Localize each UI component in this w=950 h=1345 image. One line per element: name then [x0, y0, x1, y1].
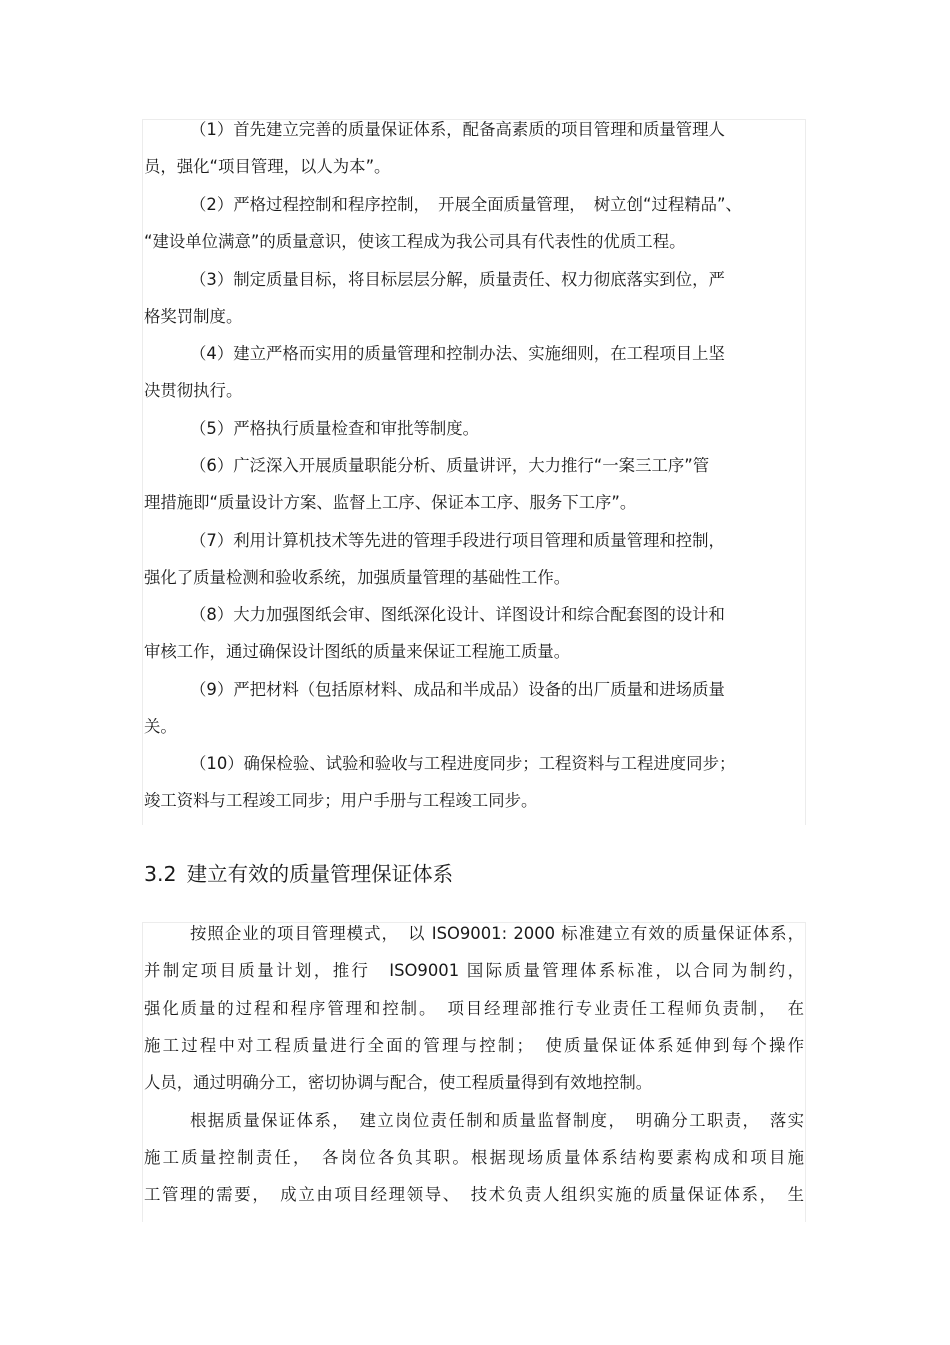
paragraph-2-line-3: 工管理的需要， 成立由项目经理领导、 技术负责人组织实施的质量保证体系， 生 [144, 1185, 804, 1204]
measure-1-line-2: 员，强化“项目管理，以人为本”。 [144, 157, 391, 176]
measure-3-line-2: 格奖罚制度。 [144, 307, 243, 326]
section-number: 3.2 [144, 862, 177, 886]
measure-2-line-1: （2）严格过程控制和程序控制， 开展全面质量管理， 树立创“过程精品”、 [190, 195, 742, 214]
measure-6-line-1: （6）广泛深入开展质量职能分析、质量讲评，大力推行“一案三工序”管 [190, 456, 710, 475]
section-heading [144, 860, 453, 888]
measure-5-line-1: （5）严格执行质量检查和审批等制度。 [190, 419, 480, 438]
measure-8-line-2: 审核工作，通过确保设计图纸的质量来保证工程施工质量。 [144, 642, 571, 661]
paragraph-1-line-3: 强化质量的过程和程序管理和控制。 项目经理部推行专业责任工程师负责制， 在 [144, 999, 804, 1018]
measure-9-line-2: 关。 [144, 717, 177, 736]
paragraph-1-line-1: 按照企业的项目管理模式， 以 ISO9001: 2000 标准建立有效的质量保证体系， [190, 924, 804, 943]
measure-10-line-2: 竣工资料与工程竣工同步；用户手册与工程竣工同步。 [144, 791, 538, 810]
measure-1-line-1: （1）首先建立完善的质量保证体系，配备高素质的项目管理和质量管理人 [190, 120, 725, 139]
section-title: 建立有效的质量管理保证体系 [186, 862, 454, 886]
measure-8-line-1: （8）大力加强图纸会审、图纸深化设计、详图设计和综合配套图的设计和 [190, 605, 725, 624]
measure-6-line-2: 理措施即“质量设计方案、监督上工序、保证本工序、服务下工序”。 [144, 493, 637, 512]
paragraph-2-line-2: 施工质量控制责任， 各岗位各负其职。根据现场质量体系结构要素构成和项目施 [144, 1148, 804, 1167]
measure-10-line-1: （10）确保检验、试验和验收与工程进度同步；工程资料与工程进度同步； [190, 754, 736, 773]
measure-4-line-1: （4）建立严格而实用的质量管理和控制办法、实施细则，在工程项目上坚 [190, 344, 725, 363]
paragraph-1-line-5: 人员，通过明确分工，密切协调与配合，使工程质量得到有效地控制。 [144, 1073, 653, 1092]
paragraph-2-line-1: 根据质量保证体系， 建立岗位责任制和质量监督制度， 明确分工职责， 落实 [190, 1111, 804, 1130]
measure-7-line-2: 强化了质量检测和验收系统，加强质量管理的基础性工作。 [144, 568, 571, 587]
measure-4-line-2: 决贯彻执行。 [144, 381, 243, 400]
measure-2-line-2: “建设单位满意”的质量意识，使该工程成为我公司具有代表性的优质工程。 [144, 232, 686, 251]
measure-7-line-1: （7）利用计算机技术等先进的管理手段进行项目管理和质量管理和控制， [190, 531, 725, 550]
paragraph-1-line-2: 并制定项目质量计划，推行 ISO9001 国际质量管理体系标准，以合同为制约， [144, 961, 804, 980]
measure-3-line-1: （3）制定质量目标，将目标层层分解，质量责任、权力彻底落实到位，严 [190, 270, 725, 289]
paragraph-1-line-4: 施工过程中对工程质量进行全面的管理与控制； 使质量保证体系延伸到每个操作 [144, 1036, 804, 1055]
measure-9-line-1: （9）严把材料（包括原材料、成品和半成品）设备的出厂质量和进场质量 [190, 680, 725, 699]
